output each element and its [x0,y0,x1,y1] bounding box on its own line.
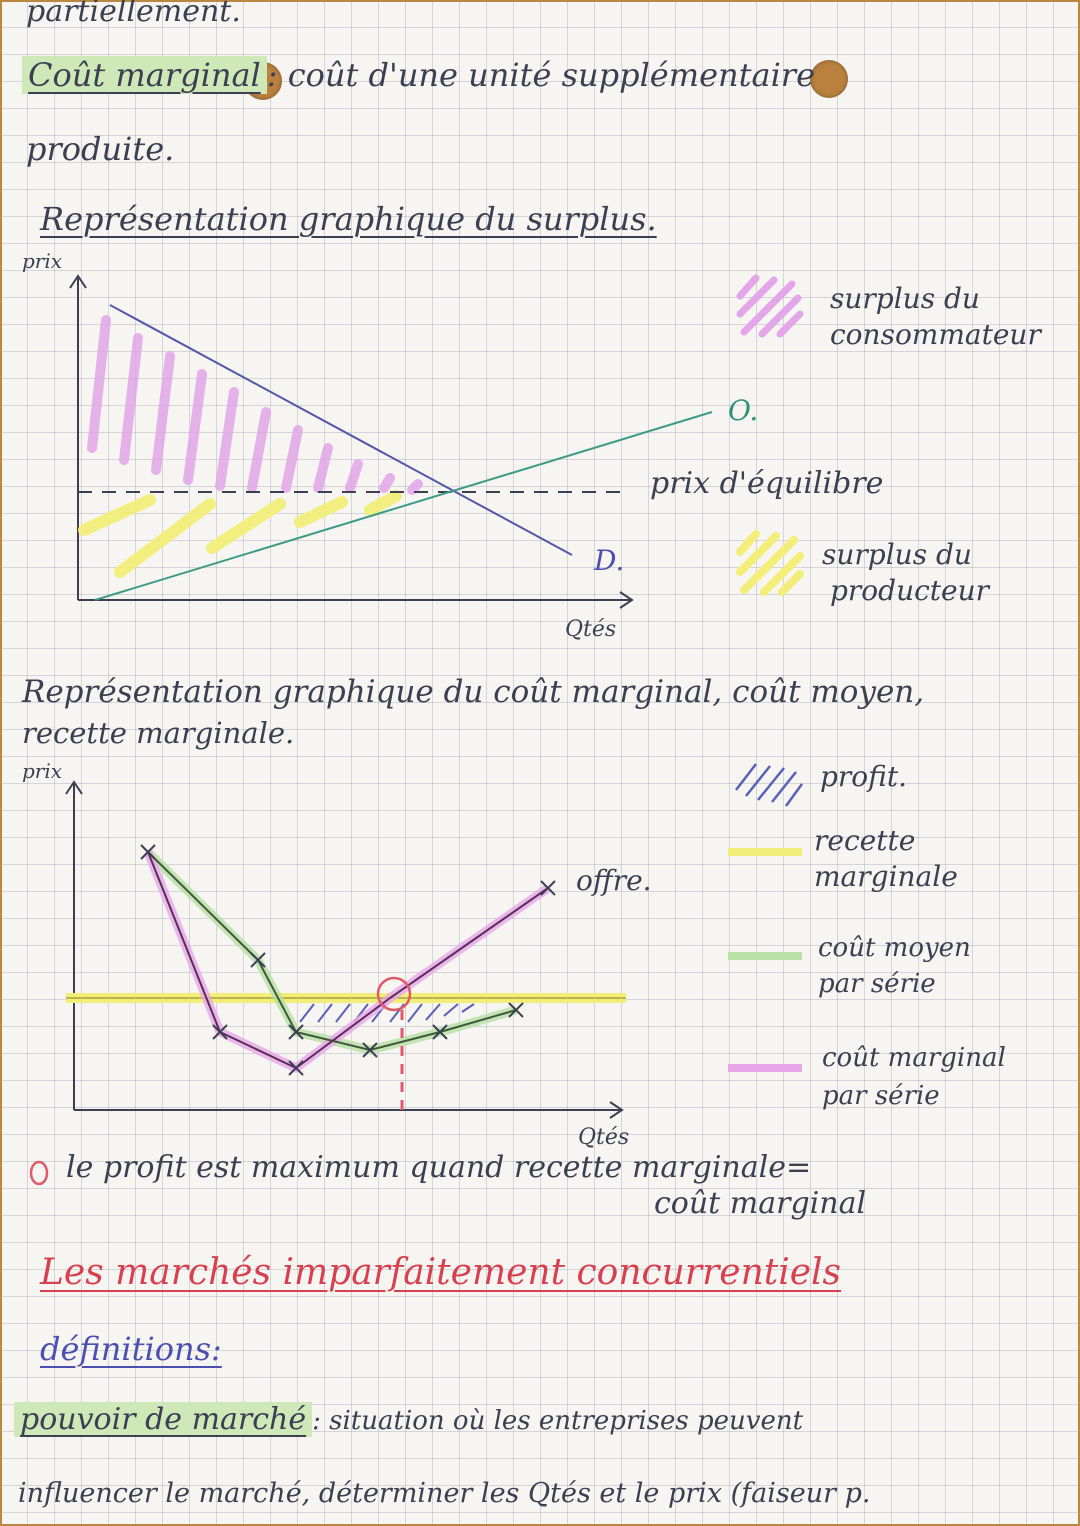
legend-profit-swatch [736,764,802,806]
legend-consumer-line2: consommateur [830,318,1041,351]
cost-x-label: Qtés [578,1125,630,1150]
market-power-def-line1: : situation où les entreprises peuvent [312,1406,804,1436]
market-power-definition [14,1402,803,1437]
surplus-x-label: Qtés [565,617,617,642]
legend-marginal-cost [728,1043,1006,1111]
optimum-marker-icon [26,1160,52,1186]
legend-average-line1: coût moyen [818,933,971,963]
equilibrium-label: prix d'équilibre [650,466,884,501]
profit-max-line2: coût marginal [654,1186,867,1221]
surplus-chart [0,250,1080,650]
market-power-term: pouvoir de marché [14,1402,312,1437]
offre-label: offre. [576,864,652,897]
legend-marginal-line1: coût marginal [822,1043,1006,1073]
marginal-cost-definition [22,56,815,94]
legend-profit [736,760,907,806]
market-power-def-line2: influencer le marché, déterminer les Qtés et le prix (faiseur p. [18,1478,871,1509]
marginal-cost-line [148,852,548,1068]
legend-revenue-line2: marginale [814,860,958,893]
profit-max-line1: le profit est maximum quand recette marginale= [66,1150,812,1185]
surplus-y-label: prix [22,250,63,273]
legend-producer-surplus [740,534,991,607]
supply-label: O. [728,394,759,427]
legend-producer-swatch [740,534,800,592]
marginal-cost-term: Coût marginal [22,56,267,94]
legend-average-line2: par série [818,969,936,999]
cost-chart [0,760,1080,1160]
legend-average-cost [728,933,971,999]
legend-marginal-swatch [728,1064,802,1072]
top-fragment: partiellement. [26,0,241,29]
cost-heading-line1: Représentation graphique du coût marginal, coût moyen, [22,674,925,710]
binder-hole-right [810,60,848,98]
legend-profit-label: profit. [820,760,907,793]
definitions-label: définitions: [40,1330,222,1368]
legend-consumer-swatch [740,278,800,334]
marginal-cost-highlight [148,852,548,1068]
legend-marginal-line2: par série [822,1081,940,1111]
marginal-cost-def-line1: : coût d'une unité supplémentaire [266,56,816,94]
consumer-surplus-hatch [92,320,418,490]
section-title: Les marchés imparfaitement concurrentiels [40,1252,842,1293]
legend-producer-line1: surplus du [822,538,972,571]
legend-average-swatch [728,952,802,960]
legend-revenue-line1: recette [814,824,916,857]
cost-heading-line2: recette marginale. [22,716,295,750]
surplus-heading: Représentation graphique du surplus. [40,200,657,238]
legend-revenue-swatch [728,848,802,856]
producer-surplus-hatch [84,496,396,572]
profit-hatch [300,1004,474,1022]
cost-y-label: prix [22,760,63,783]
demand-label: D. [594,544,625,577]
legend-marginal-revenue [728,824,958,893]
legend-consumer-line1: surplus du [830,282,980,315]
marginal-cost-def-line2: produite. [26,130,175,168]
legend-consumer-surplus [738,278,1042,351]
legend-producer-line2: producteur [830,574,990,607]
demand-line [110,305,572,555]
